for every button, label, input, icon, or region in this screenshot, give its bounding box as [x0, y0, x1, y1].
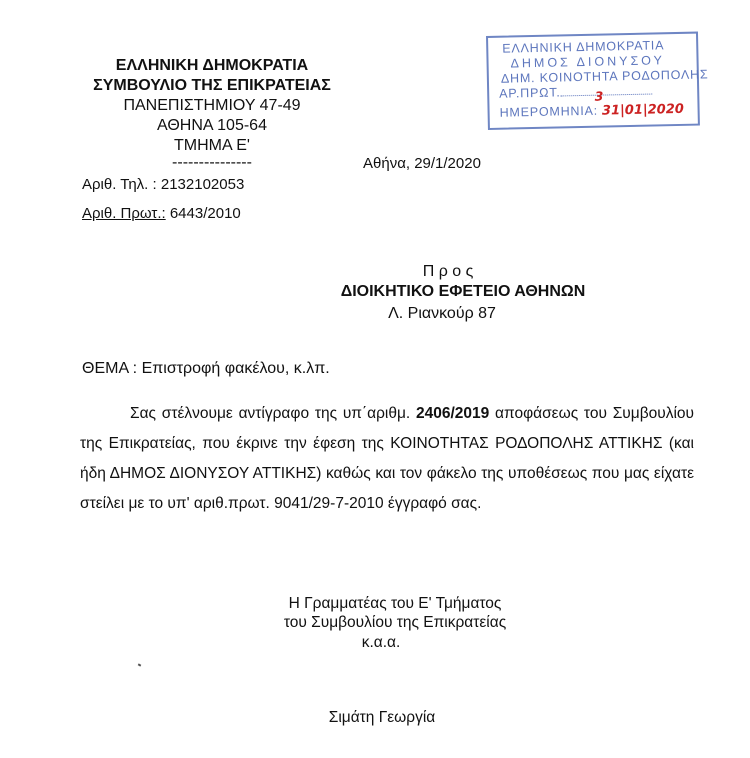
scan-speck [138, 663, 142, 666]
stamp-date [499, 102, 684, 121]
header-separator: --------------- [172, 154, 252, 171]
stamp-date-value: 31|01|2020 [601, 101, 684, 119]
body-paragraph [80, 399, 694, 519]
recipient-address: Λ. Ριανκούρ 87 [388, 305, 496, 322]
stamp-protocol [499, 84, 653, 102]
recipient-to: Π ρ ο ς [422, 263, 474, 280]
phone-label: Αριθ. Τηλ. : [82, 176, 157, 193]
stamp-line-3: ΔΗΜ. ΚΟΙΝΟΤΗΤΑ ΡΟΔΟΠΟΛΗΣ [500, 67, 709, 86]
recipient-name: ΔΙΟΙΚΗΤΙΚΟ ΕΦΕΤΕΙΟ ΑΘΗΝΩΝ [340, 283, 586, 300]
stamp-line-2: ΔΗΜΟΣ ΔΙΟΝΥΣΟΥ [510, 53, 666, 71]
header-section: ΤΜΗΜΑ Ε' [174, 137, 250, 154]
phone-number: 2132102053 [160, 176, 245, 193]
signature-title-1: Η Γραμματέας του Ε' Τμήματος [288, 595, 502, 612]
header-country: ΕΛΛΗΝΙΚΗ ΔΗΜΟΚΡΑΤΙΑ [115, 57, 309, 74]
protocol-number: 6443/2010 [169, 205, 241, 222]
signature-title-3: κ.α.α. [361, 634, 401, 651]
stamp-line-1: ΕΛΛΗΝΙΚΗ ΔΗΜΟΚΡΑΤΙΑ [502, 38, 665, 56]
registration-stamp [486, 32, 709, 130]
signature-title-2: του Συμβουλίου της Επικρατείας [283, 614, 507, 631]
decision-number: 2406/2019 [416, 405, 490, 422]
header-city: ΑΘΗΝΑ 105-64 [157, 117, 267, 134]
subject-line: ΘΕΜΑ : Επιστροφή φακέλου, κ.λπ. [82, 360, 330, 377]
protocol-label: Αριθ. Πρωτ.: [82, 205, 166, 222]
stamp-protocol-label: ΑΡ.ΠΡΩΤ. [499, 85, 561, 101]
stamp-date-label: ΗΜΕΡΟΜΗΝΙΑ: [499, 103, 599, 120]
stamp-protocol-field [561, 88, 653, 104]
phone-line [82, 176, 244, 193]
header-council: ΣΥΜΒΟΥΛΙΟ ΤΗΣ ΕΠΙΚΡΑΤΕΙΑΣ [93, 77, 331, 94]
header-street: ΠΑΝΕΠΙΣΤΗΜΙΟΥ 47-49 [123, 97, 301, 114]
stamp-protocol-value: 3 [594, 88, 604, 104]
date-line: Αθήνα, 29/1/2020 [363, 155, 481, 172]
body-part-1: Σας στέλνουμε αντίγραφο της υπ΄αριθμ. [130, 405, 416, 422]
body-part-2: αποφάσεως του Συμβουλίου της Επικρατείας, που έκρινε την έφεση της ΚΟΙΝΟΤΗΤΑΣ ΡΟΔΟΠΟΛΗΣ ΑΤΤΙΚΗΣ (και ήδη ΔΗΜΟΣ ΔΙΟΝΥΣΟΥ ΑΤΤΙΚΗΣ) καθώς και τον φάκελο της υποθέσεως που μας είχατε στείλει με το υπ' αριθ.πρωτ. 9041/29-7-2010 έγγραφό σας. [80, 405, 694, 512]
signatory-name: Σιμάτη Γεωργία [328, 709, 436, 726]
protocol-line [82, 205, 241, 222]
